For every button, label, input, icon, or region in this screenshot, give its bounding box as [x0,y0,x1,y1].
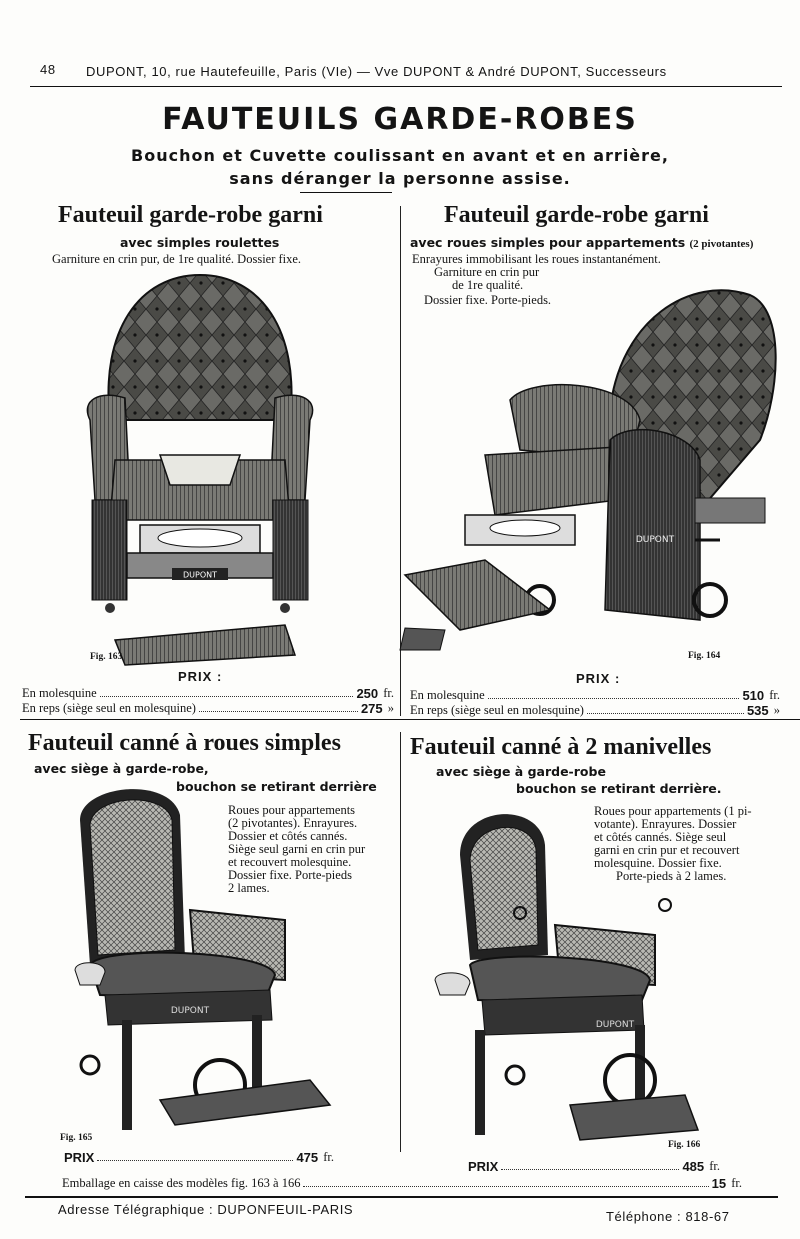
product-1-subheading: avec simples roulettes [120,235,280,250]
packing-value: 15 [711,1176,727,1191]
telephone: Téléphone : 818-67 [606,1209,730,1224]
description-line: Dossier et côtés cannés. [228,829,348,843]
description-line: Siège seul garni en crin pur [228,842,366,856]
price-label: En reps (siège seul en molesquine) [22,701,196,715]
price-label: PRIX [468,1159,499,1174]
packing-unit: fr. [731,1176,742,1190]
product-2-description-3: de 1re qualité. [452,278,524,292]
product-2-subheading-note: (2 pivotantes) [689,238,754,250]
price-unit: fr. [709,1159,720,1173]
fig-163-chair-mark: DUPONT [182,570,218,580]
page-title: FAUTEUILS GARDE-ROBES [162,102,638,137]
packing-row [62,1172,742,1191]
price-label: En reps (siège seul en molesquine) [410,703,584,717]
fig-163-tufted-armchair-illustration [80,270,320,670]
description-line: Porte-pieds à 2 lames. [616,869,727,883]
description-line: molesquine. Dossier fixe. [594,856,722,870]
description-line: garni en crin pur et recouvert [594,843,740,857]
description-line: et recouvert molesquine. [228,855,352,869]
fig-166-crank-chair-illustration [430,795,710,1145]
description-line: Dossier fixe. Porte-pieds [228,868,352,882]
product-3-subheading-1: avec siège à garde-robe, [34,761,209,776]
product-2-price-row-2 [410,699,780,718]
product-1-description: Garniture en crin pur, de 1re qualité. Dossier fixe. [52,252,302,266]
dot-leader [501,1169,679,1170]
fig-163-label: Fig. 163 [90,652,123,662]
dot-leader [199,711,358,712]
fig-164-wheeled-armchair-illustration [400,280,790,660]
product-2-heading: Fauteuil garde-robe garni [444,202,709,228]
subtitle-underline [300,192,392,193]
price-label: En molesquine [22,686,97,700]
price-unit: fr. [323,1150,334,1164]
product-1-prix-heading: PRIX : [178,669,223,684]
dot-leader [587,713,744,714]
product-3-price-row [64,1146,334,1165]
product-4-subheading-1: avec siège à garde-robe [436,764,606,779]
product-3-heading: Fauteuil canné à roues simples [28,730,341,756]
product-2-subheading-main: avec roues simples pour appartements [410,235,686,250]
price-unit: » [773,703,780,717]
product-2-subheading [410,235,753,250]
fig-165-caned-chair-illustration [60,780,360,1140]
telegraph-address: Adresse Télégraphique : DUPONFEUIL-PARIS [58,1202,354,1217]
price-value: 250 [356,686,379,701]
fig-165-label: Fig. 165 [60,1133,93,1143]
description-line: et côtés cannés. Siège seul [594,830,727,844]
price-unit: fr. [383,686,394,700]
product-2-description-4: Dossier fixe. Porte-pieds. [424,293,552,307]
price-value: 485 [682,1159,705,1174]
price-value: 510 [742,688,765,703]
product-1-price-row-2 [22,697,394,716]
description-line: (2 pivotantes). Enrayures. [228,816,358,830]
packing-label: Emballage en caisse des modèles fig. 163 à 166 [62,1176,301,1190]
subtitle-line-1: Bouchon et Cuvette coulissant en avant et en arrière, [131,146,669,165]
product-4-subheading-2: bouchon se retirant derrière. [516,781,722,796]
description-line: Roues pour appartements [228,803,356,817]
header-rule [30,86,782,87]
price-value: 535 [746,703,769,718]
description-line: 2 lames. [228,881,270,895]
column-divider-bottom [400,732,401,1152]
price-value: 275 [360,701,383,716]
fig-165-chair-mark: DUPONT [170,1006,210,1016]
product-4-heading: Fauteuil canné à 2 manivelles [410,734,712,760]
fig-166-label: Fig. 166 [668,1140,701,1150]
price-label: PRIX [64,1150,95,1165]
publisher-line: DUPONT, 10, rue Hautefeuille, Paris (VIe) — Vve DUPONT & André DUPONT, Successeurs [86,64,667,79]
description-line: votante). Enrayures. Dossier [594,817,737,831]
dot-leader [97,1160,293,1161]
price-unit: fr. [769,688,780,702]
product-2-description-1: Enrayures immobilisant les roues instantanément. [412,252,661,266]
fig-164-label: Fig. 164 [688,651,721,661]
price-label: En molesquine [410,688,485,702]
section-rule [20,719,800,720]
product-1-heading: Fauteuil garde-robe garni [58,202,323,228]
product-2-description-2: Garniture en crin pur [434,265,540,279]
fig-166-chair-mark: DUPONT [595,1020,635,1030]
page-number: 48 [40,62,56,77]
product-3-subheading-2: bouchon se retirant derrière [176,779,377,794]
footer-rule [25,1196,778,1198]
price-value: 475 [296,1150,319,1165]
subtitle-line-2: sans déranger la personne assise. [229,169,571,188]
fig-164-chair-mark: DUPONT [635,535,675,545]
description-line: Roues pour appartements (1 pi- [594,804,752,818]
dot-leader [303,1186,708,1187]
price-unit: » [387,701,394,715]
product-2-prix-heading: PRIX : [576,671,621,686]
